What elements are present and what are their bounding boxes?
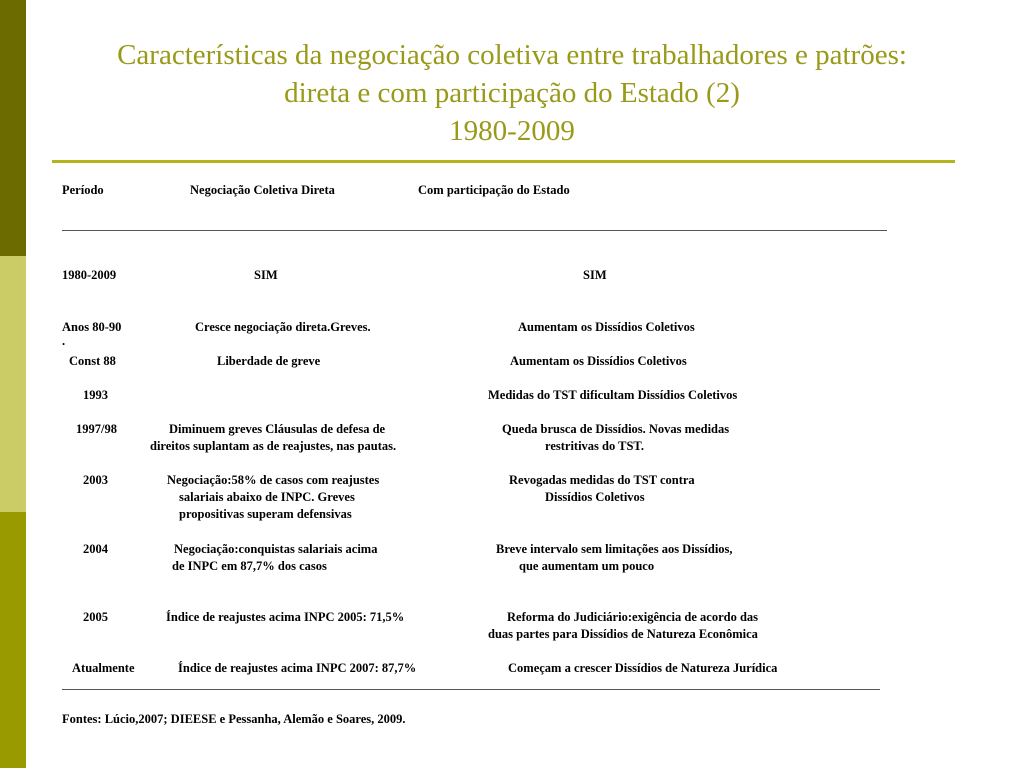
title-underline <box>52 160 955 163</box>
header-divider <box>62 230 887 231</box>
row-direta-line-2: de INPC em 87,7% dos casos <box>172 559 327 573</box>
row-periodo: Atualmente <box>72 661 135 675</box>
row-direta-line-1: Negociação:conquistas salariais acima <box>174 542 378 556</box>
slide-title <box>40 36 984 150</box>
row-direta-line-2: direitos suplantam as de reajustes, nas pautas. <box>150 439 397 453</box>
title-line-1: Características da negociação coletiva entre trabalhadores e patrões: <box>117 39 907 71</box>
footer-divider <box>62 689 880 690</box>
row-direta-line-3: propositivas superam defensivas <box>179 507 352 521</box>
row-estado-line-2: duas partes para Dissídios de Natureza Econômica <box>488 627 758 641</box>
row-direta: Liberdade de greve <box>217 354 321 368</box>
row-estado-line-2: que aumentam um pouco <box>519 559 655 573</box>
row-direta: Índice de reajustes acima INPC 2007: 87,7% <box>178 661 417 675</box>
row-direta-line-1: Diminuem greves Cláusulas de defesa de <box>169 422 386 436</box>
row-direta-line-1: Negociação:58% de casos com reajustes <box>167 473 380 487</box>
row-periodo: 1997/98 <box>76 422 117 436</box>
row-periodo: Anos 80-90 <box>62 320 122 334</box>
header-periodo: Período <box>62 183 104 197</box>
row-estado-line-1: Breve intervalo sem limitações aos Dissídios, <box>496 542 733 556</box>
sidebar-segment-dark <box>0 0 26 256</box>
row-estado-line-1: Reforma do Judiciário:exigência de acordo das <box>507 610 759 624</box>
row-estado-line-1: Revogadas medidas do TST contra <box>509 473 695 487</box>
row-direta: Cresce negociação direta.Greves. <box>195 320 371 334</box>
row-direta: Índice de reajustes acima INPC 2005: 71,5% <box>166 610 405 624</box>
header-estado: Com participação do Estado <box>418 183 570 197</box>
title-line-3: 1980-2009 <box>449 115 575 147</box>
title-line-2: direta e com participação do Estado (2) <box>284 77 740 109</box>
row-direta: SIM <box>254 268 278 282</box>
row-periodo: 2003 <box>83 473 108 487</box>
sidebar-segment-mid <box>0 512 26 768</box>
header-direta: Negociação Coletiva Direta <box>190 183 335 197</box>
row-estado: Aumentam os Dissídios Coletivos <box>518 320 695 334</box>
row-periodo: 1980-2009 <box>62 268 117 282</box>
row-direta-line-2: salariais abaixo de INPC. Greves <box>179 490 355 504</box>
row-estado: Medidas do TST dificultam Dissídios Coletivos <box>488 388 738 402</box>
row-estado-line-1: Queda brusca de Dissídios. Novas medidas <box>502 422 730 436</box>
source-note: Fontes: Lúcio,2007; DIEESE e Pessanha, Alemão e Soares, 2009. <box>62 712 406 726</box>
row-periodo: Const 88 <box>69 354 116 368</box>
row-estado-line-2: Dissídios Coletivos <box>545 490 645 504</box>
row-estado: Aumentam os Dissídios Coletivos <box>510 354 687 368</box>
sidebar-decoration <box>0 0 26 768</box>
row-periodo: 1993 <box>83 388 108 402</box>
sidebar-segment-light <box>0 256 26 512</box>
row-estado: Começam a crescer Dissídios de Natureza Jurídica <box>508 661 778 675</box>
row-estado-line-2: restritivas do TST. <box>545 439 644 453</box>
row-periodo: 2004 <box>83 542 108 556</box>
row-estado: SIM <box>583 268 607 282</box>
stray-dot: . <box>62 334 66 348</box>
row-periodo: 2005 <box>83 610 108 624</box>
